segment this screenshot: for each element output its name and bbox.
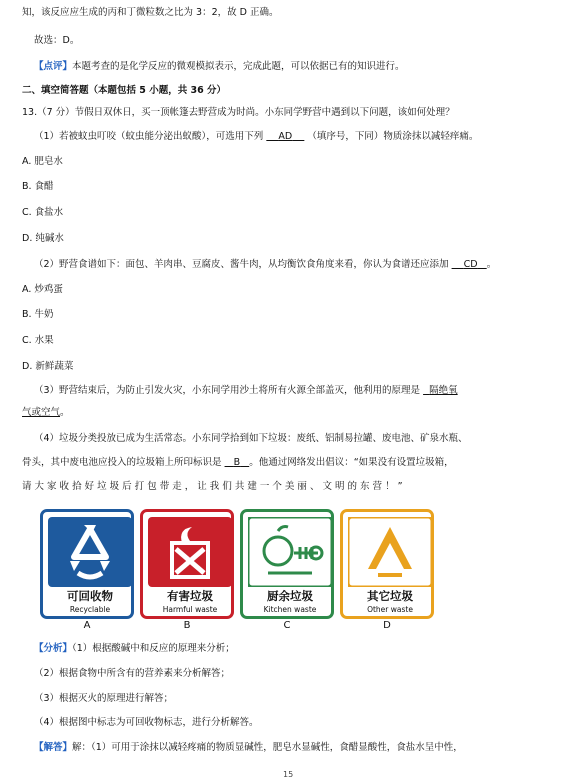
question-13-4: （4）垃圾分类投放已成为生活常态。小东同学拾到如下垃圾：废纸、铝制易拉罐、废电池、矿泉水瓶、 xyxy=(34,433,468,444)
question-13-4-line2 xyxy=(22,456,454,470)
question-13: 13.（7 分）节假日双休日，买一顶帐篷去野营成为时尚。小东同学野营中遇到以下问题，该如何处理？ xyxy=(22,107,455,118)
bin-label-cn: 厨余垃圾 xyxy=(267,589,313,603)
bin-label-en: Recyclable xyxy=(69,605,111,614)
other-waste-icon xyxy=(348,517,432,587)
bin-letter: A xyxy=(83,620,91,631)
harmful-icon xyxy=(148,517,232,587)
analysis-4: （4）根据图中标志为可回收物标志，进行分析解答。 xyxy=(34,717,259,728)
bin-label-en: Kitchen waste xyxy=(263,605,317,614)
q4-answer xyxy=(225,457,250,468)
q4-answer-text: B xyxy=(233,457,241,468)
bin-label-cn: 其它垃圾 xyxy=(367,589,413,603)
question-13-3-cont: 气或空气。 xyxy=(22,407,70,418)
bin-label-cn: 有害垃圾 xyxy=(167,589,213,603)
bin-recyclable xyxy=(40,509,134,619)
kitchen-waste-icon xyxy=(248,517,332,587)
analysis-tag: 【分析】 xyxy=(34,643,73,654)
option-c: C. 食盐水 xyxy=(22,207,64,218)
bin-label-en: Other waste xyxy=(367,605,413,614)
q1-answer-text: AD xyxy=(278,131,293,142)
bin-label-cn: 可回收物 xyxy=(67,589,113,603)
q3-answer xyxy=(423,385,458,396)
analysis-line xyxy=(34,642,235,656)
comment-line xyxy=(34,60,405,74)
q3-prefix: （3）野营结束后，为防止引发火灾，小东同学用沙土将所有火源全部盖灭，他利用的原理是 xyxy=(34,385,421,396)
question-13-3 xyxy=(34,384,458,398)
answer-line xyxy=(34,741,463,755)
text-line: 知，该反应应生成的丙和丁微粒数之比为 3：2，故 D 正确。 xyxy=(22,7,279,18)
option-a: A. 肥皂水 xyxy=(22,156,63,167)
question-13-1 xyxy=(34,130,478,144)
q1-suffix: （填序号，下同）物质涂抹以减轻痒痛。 xyxy=(307,131,479,142)
question-13-2: （2）野营食谱如下：面包、羊肉串、豆腐皮、酱牛肉，从均衡饮食角度来看，你认为食谱还应添加 CD 。 xyxy=(34,259,497,270)
option-b: B. 牛奶 xyxy=(22,309,54,320)
q3-answer-cont: 气或空气 xyxy=(22,407,61,418)
option-b: B. 食醋 xyxy=(22,181,54,192)
analysis-3: （3）根据灭火的原理进行解答； xyxy=(34,693,174,704)
bin-label-en: Harmful waste xyxy=(162,605,218,614)
q2-answer-text: CD xyxy=(463,259,478,270)
option-d: D. 纯碱水 xyxy=(22,233,64,244)
comment-text: 本题考查的是化学反应的微观模拟表示，完成此题，可以依据已有的知识进行。 xyxy=(72,61,405,72)
bin-letter: B xyxy=(183,620,191,631)
q4-suffix: 。他通过网络发出倡议：“如果没有设置垃圾箱， xyxy=(249,457,454,468)
section-title: 二、填空简答题（本题包括 5 小题，共 36 分） xyxy=(22,85,227,96)
q2-prefix: （2）野营食谱如下：面包、羊肉串、豆腐皮、酱牛肉，从均衡饮食角度来看，你认为食谱还应添加 xyxy=(34,259,449,270)
q3-answer-text: 隔绝氧 xyxy=(429,385,458,396)
bin-letter: D xyxy=(383,620,391,631)
text-line: 故选：D。 xyxy=(34,35,80,46)
q2-answer xyxy=(452,259,487,270)
answer-tag: 【解答】 xyxy=(34,742,73,753)
page-number: 15 xyxy=(283,770,294,779)
option-d: D. 新鲜蔬菜 xyxy=(22,361,74,372)
option-a: A. 炒鸡蛋 xyxy=(22,284,63,295)
bin-harmful xyxy=(140,509,234,619)
q4-prefix: 骨头，其中废电池应投入的垃圾箱上所印标识是 xyxy=(22,457,222,468)
analysis-1: （1）根据酸碱中和反应的原理来分析； xyxy=(72,643,235,654)
q1-prefix: （1）若被蚊虫叮咬（蚊虫能分泌出蚁酸），可选用下列 xyxy=(34,131,264,142)
question-13-4-line3: 请 大 家 收 拾 好 垃 圾 后 打 包 带 走 ， 让 我 们 共 建 一 个 美 丽 、 文 明 的 东 营 ！ ” xyxy=(22,481,403,492)
waste-bin-figure xyxy=(40,509,440,621)
analysis-2: （2）根据食物中所含有的营养素来分析解答； xyxy=(34,668,231,679)
comment-tag: 【点评】 xyxy=(34,61,73,72)
bin-kitchen xyxy=(240,509,334,619)
bin-letter: C xyxy=(283,620,291,631)
q1-answer xyxy=(266,131,304,142)
answer-text: 解：（1）可用于涂抹以减轻疼痛的物质显碱性，肥皂水显碱性，食醋显酸性，食盐水呈中性， xyxy=(72,742,463,753)
option-c: C. 水果 xyxy=(22,335,54,346)
bin-other xyxy=(340,509,434,619)
recycle-icon xyxy=(48,517,132,587)
